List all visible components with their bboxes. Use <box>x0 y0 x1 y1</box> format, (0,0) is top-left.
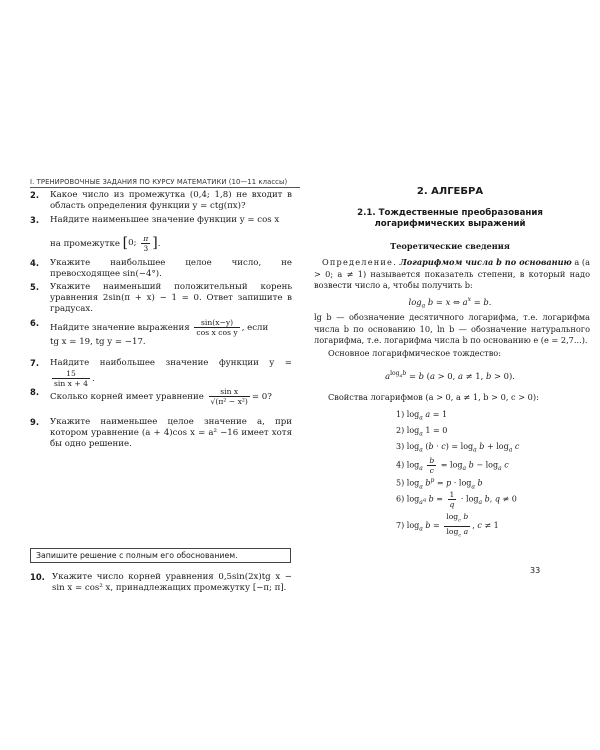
task-text: Найдите наименьшее значение функции y = cos x <box>50 215 280 225</box>
task-3: 3. Найдите наименьшее значение функции y = cos x на промежутке [0; $\frac{\pi}{3}$ ]. <box>30 215 292 253</box>
task-number: 8. <box>30 387 40 397</box>
section-title: 2.1. Тождественные преобразования <box>357 208 543 218</box>
task-number: 5. <box>30 282 40 292</box>
chapter-title: 2. АЛГЕБРА <box>416 186 484 197</box>
instruction-box: Запишите решение с полным его обоснованием. <box>30 548 291 563</box>
task-text: на промежутке <box>50 239 120 250</box>
section-title: логарифмических выражений <box>374 219 526 229</box>
identity-formula: $a^{log_ab} = b$ (a > 0, a ≠ 1, b > 0). <box>385 370 515 381</box>
definition-text: a (a > 0; a ≠ 1) называется показатель степени, в который надо возвести число a, чтобы получить b: <box>314 257 591 291</box>
task-number: 2. <box>30 190 40 200</box>
subheading: Теоретические сведения <box>390 241 510 251</box>
task-6: 6. Найдите значение выражения $\frac{\sin(x-y)}{\text{cos x cos y}}$ , если tg x = 19, tg y = −17. <box>30 318 292 348</box>
fraction: $\frac{\text{sin x}}{\text{√(π² − x²)}}$ <box>210 387 248 406</box>
running-header: I. ТРЕНИРОВОЧНЫЕ ЗАДАНИЯ ПО КУРСУ МАТЕМАТИКИ (10—11 классы) <box>30 178 300 188</box>
task-number: 4. <box>30 258 40 268</box>
lg-paragraph: lg b — обозначение десятичного логарифма, т.е. логарифма числа b по основанию 10, ln b — обозначение натурального логарифма, т.е. логарифма числа b по основанию e (e = 2,7...). <box>314 312 590 346</box>
task-5 <box>30 282 292 316</box>
property-5: 5) $\log_a b^p = p \cdot \log_a b$ <box>396 477 483 491</box>
right-page <box>300 0 600 750</box>
task-text: tg x = 19, tg y = −17. <box>50 337 146 347</box>
task-text: Найдите значение выражения <box>50 323 190 333</box>
property-7: 7) $\log_a b$ = $\frac{\log_c b}{\log_c a}$ , c ≠ 1 <box>396 512 499 539</box>
definition-label: Определение. <box>321 257 397 267</box>
task-4 <box>30 258 292 280</box>
task-text: Укажите наименьшее целое значение a, при котором уравнение (a + 4)cos x = a² −16 имеет хотя бы одно решение. <box>50 417 292 450</box>
definition-formula: $\log_a b = x$ ⇔ $a^x = b$. <box>408 296 492 310</box>
task-text: Укажите число корней уравнения 0,5sin(2x)tg x − sin x = cos² x, принадлежащих промежутку [−π; π]. <box>52 572 292 594</box>
task-number: 6. <box>30 318 40 328</box>
property-4: 4) $\log_a$ $\frac{b}{c}$ = $\log_a b - \log_a c$ <box>396 456 509 475</box>
fraction: $\frac{15}{\text{sin x + 4}}$ <box>54 369 88 389</box>
task-9 <box>30 417 292 451</box>
task-number: 7. <box>30 358 40 368</box>
task-10 <box>30 572 292 594</box>
property-6: 6) $\log_{a^q} b$ = $\frac{1}{q}$ · $\log_a b$, q ≠ 0 <box>396 490 517 509</box>
definition-bold: Логарифмом числа b по основанию <box>399 257 572 267</box>
task-text: Какое число из промежутка (0,4; 1,8) не входит в область определения функции y = ctg(πx)? <box>50 190 292 212</box>
task-text: Найдите наибольшее значение функции y = <box>50 358 292 368</box>
task-number: 10. <box>30 572 45 582</box>
task-number: 9. <box>30 417 40 427</box>
task-number: 3. <box>30 215 40 225</box>
task-8: 8. Сколько корней имеет уравнение $\frac{\text{sin x}}{\text{√(π² − x²)}}$ = 0? <box>30 387 272 406</box>
fraction: $\frac{\sin(x-y)}{\text{cos x cos y}}$ <box>196 318 238 337</box>
definition-paragraph <box>314 257 590 292</box>
task-2 <box>30 190 292 212</box>
task-text: Укажите наименьший положительный корень уравнения 2sin(π + x) − 1 = 0. Ответ запишите в градусах. <box>50 282 292 315</box>
property-2: 2) $\log_a 1 = 0$ <box>396 426 448 438</box>
task-text: Укажите наибольшее целое число, не превосходящее sin(−4°). <box>50 258 292 280</box>
task-7: 7. Найдите наибольшее значение функции y = $\frac{15}{\text{sin x + 4}}$ . <box>30 358 292 389</box>
property-1: 1) $\log_a a = 1$ <box>396 410 448 422</box>
property-3: 3) $\log_a (b \cdot c) = \log_a b + \log_a c$ <box>396 442 520 454</box>
properties-intro: Свойства логарифмов (a > 0, a ≠ 1, b > 0, c > 0): <box>328 392 539 402</box>
identity-intro: Основное логарифмическое тождество: <box>328 348 501 358</box>
task-text: Сколько корней имеет уравнение <box>50 392 204 402</box>
page-number: 33 <box>530 566 541 575</box>
